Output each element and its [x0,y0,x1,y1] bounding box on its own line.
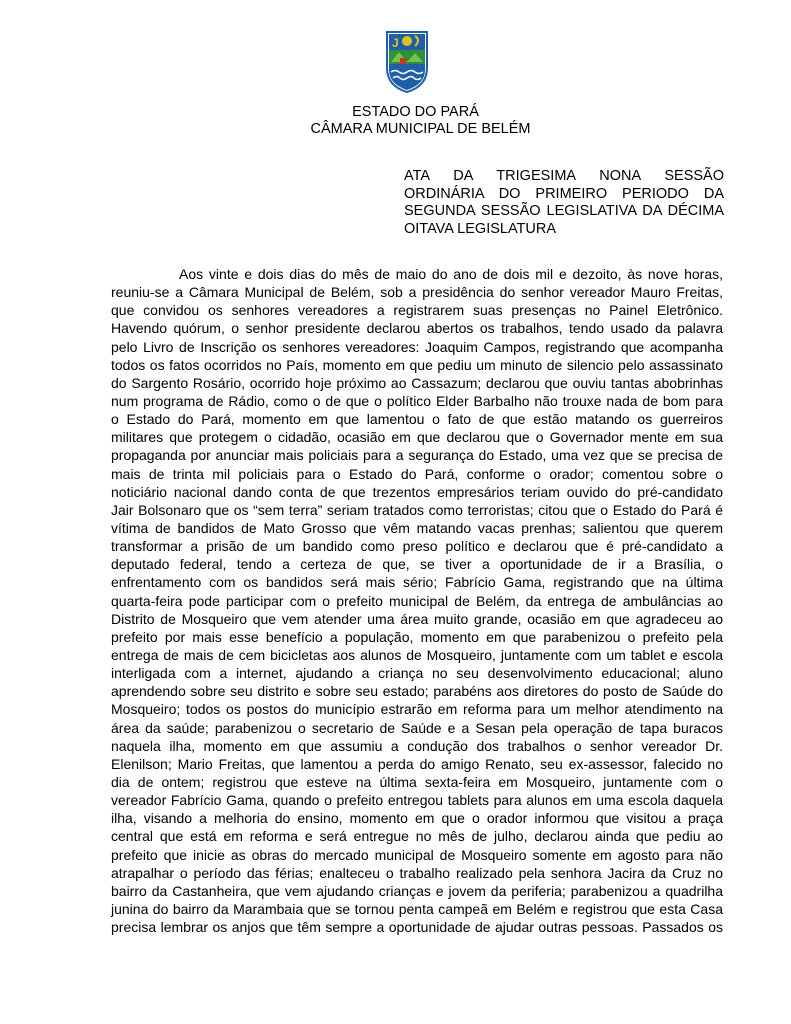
coat-of-arms-logo [383,28,431,94]
body-line: noticiário nacional dando conta de que trezentos empresários teriam ouvido do pré-candidato [111,483,723,500]
body-line: prefeito que inicie as obras do mercado municipal de Mosqueiro somente em agosto para não [111,846,723,863]
title-line: ATA DA TRIGESIMA NONA SESSÃO [404,168,724,184]
body-line: Distrito de Mosqueiro que vem atender uma área muito grande, ocasião em que agradeceu ao [111,610,723,627]
body-line: enfrentamento com os bandidos será mais sério; Fabrício Gama, registrando que na última [111,574,723,591]
body-line: junina do bairro da Marambaia que se tornou penta campeã em Belém e registrou que esta Casa [111,900,723,917]
body-line: todos os fatos ocorridos no País, momento em que pediu um minuto de silencio pelo assassinato [111,356,723,373]
body-line: reuniu-se a Câmara Municipal de Belém, sob a presidência do senhor vereador Mauro Freitas, [111,284,723,301]
body-line: naquela ilha, momento em que assumiu a condução dos trabalhos o senhor vereador Dr. [111,737,723,754]
body-line: militares que protegem o cidadão, ocasião em que declarou que o Governador mente em sua [111,429,723,446]
state-heading: ESTADO DO PARÁ [352,104,479,120]
body-line: mais de trinta mil policiais para o Estado do Pará, conforme o orador; comentou sobre o [111,465,723,482]
body-line: central que está em reforma e será entregue no mês de julho, declarou ainda que pediu ao [111,828,723,845]
body-line: do Sargento Rosário, ocorrido hoje próximo ao Cassazum; declarou que ouviu tantas abobrinhas [111,374,723,391]
body-line: pelo Livro de Inscrição os senhores vereadores: Joaquim Campos, registrando que acompanha [111,338,723,355]
body-line: entrega de mais de cem bicicletas aos alunos de Mosqueiro, juntamente com um tablet e escola [111,646,723,663]
minutes-title [404,168,724,238]
title-line: OITAVA LEGISLATURA [404,220,557,237]
body-line: num programa de Rádio, como o de que o político Elder Barbalho não trouxe nada de bom para [111,392,723,409]
body-line: prefeito por mais esse benefício a população, momento em que parabenizou o prefeito pela [111,628,723,645]
body-line: bairro da Castanheira, que vem ajudando crianças e jovem da periferia; parabenizou a quadrilha [111,882,723,899]
body-line: ilha, visando a melhoria do ensino, momento em que o orador informou que visitou a praça [111,810,723,827]
body-line: interligada com a internet, ajudando a criança no seu desenvolvimento educacional; aluno [111,665,723,682]
body-line: aprendendo sobre seu distrito e sobre seu estado; parabéns aos diretores do posto de Saúde do [111,683,723,700]
body-line: deputado federal, tendo a certeza de que, se tiver a oportunidade de ir a Brasília, o [111,556,723,573]
body-line: Mosqueiro; todos os postos do município estrarão em reforma para um melhor atendimento na [111,701,723,718]
body-line: quarta-feira pode participar com o prefeito municipal de Belém, da entrega de ambulâncias ao [111,592,723,609]
body-line: que convidou os senhores vereadores a registrarem suas presenças no Painel Eletrônico. [111,302,723,319]
body-line: atrapalhar o período das férias; enalteceu o trabalho realizado pela senhora Jacira da Cruz no [111,864,723,881]
body-line: Aos vinte e dois dias do mês de maio do ano de dois mil e dezoito, às nove horas, [179,266,723,282]
svg-text:J: J [392,36,399,50]
body-line: transformar a prisão de um bandido como preso político e declarou que é pré-candidato a [111,538,723,555]
title-line: ORDINÁRIA DO PRIMEIRO PERIODO DA [404,185,724,202]
body-line: área da saúde; parabenizou o secretario de Saúde e a Sesan pela operação de tapa buracos [111,719,723,736]
chamber-heading: CÂMARA MUNICIPAL DE BELÉM [310,121,531,137]
body-line: vereador Fabrício Gama, quando o prefeito entregou tablets para alunos em uma escola daquela [111,792,723,809]
title-line: SEGUNDA SESSÃO LEGISLATIVA DA DÉCIMA [404,203,724,219]
body-line: vítima de bandidos de Mato Grosso que vêm matando vacas prenhas; salientou que querem [111,519,723,536]
body-line: Elenilson; Mario Freitas, que lamentou a perda do amigo Renato, seu ex-assessor, falecido no [111,755,723,772]
body-line: Havendo quórum, o senhor presidente declarou abertos os trabalhos, tendo usado da palavra [111,320,723,337]
body-line: dia de ontem; registrou que esteve na última sexta-feira em Mosqueiro, juntamente com o [111,773,723,790]
body-line: propaganda por anunciar mais policiais para a segurança do Estado, uma vez que se precisa de [111,447,723,464]
body-line: Jair Bolsonaro que os “sem terra” seriam tratados como terroristas; citou que o Estado do Pará é [111,501,723,518]
body-line: o Estado do Pará, momento em que lamentou o fato de que estão matando os guerreiros [111,411,723,428]
minutes-body [111,265,723,936]
body-line: precisa lembrar os anjos que têm sempre a oportunidade de ajudar outras pessoas. Passados os [111,919,723,936]
